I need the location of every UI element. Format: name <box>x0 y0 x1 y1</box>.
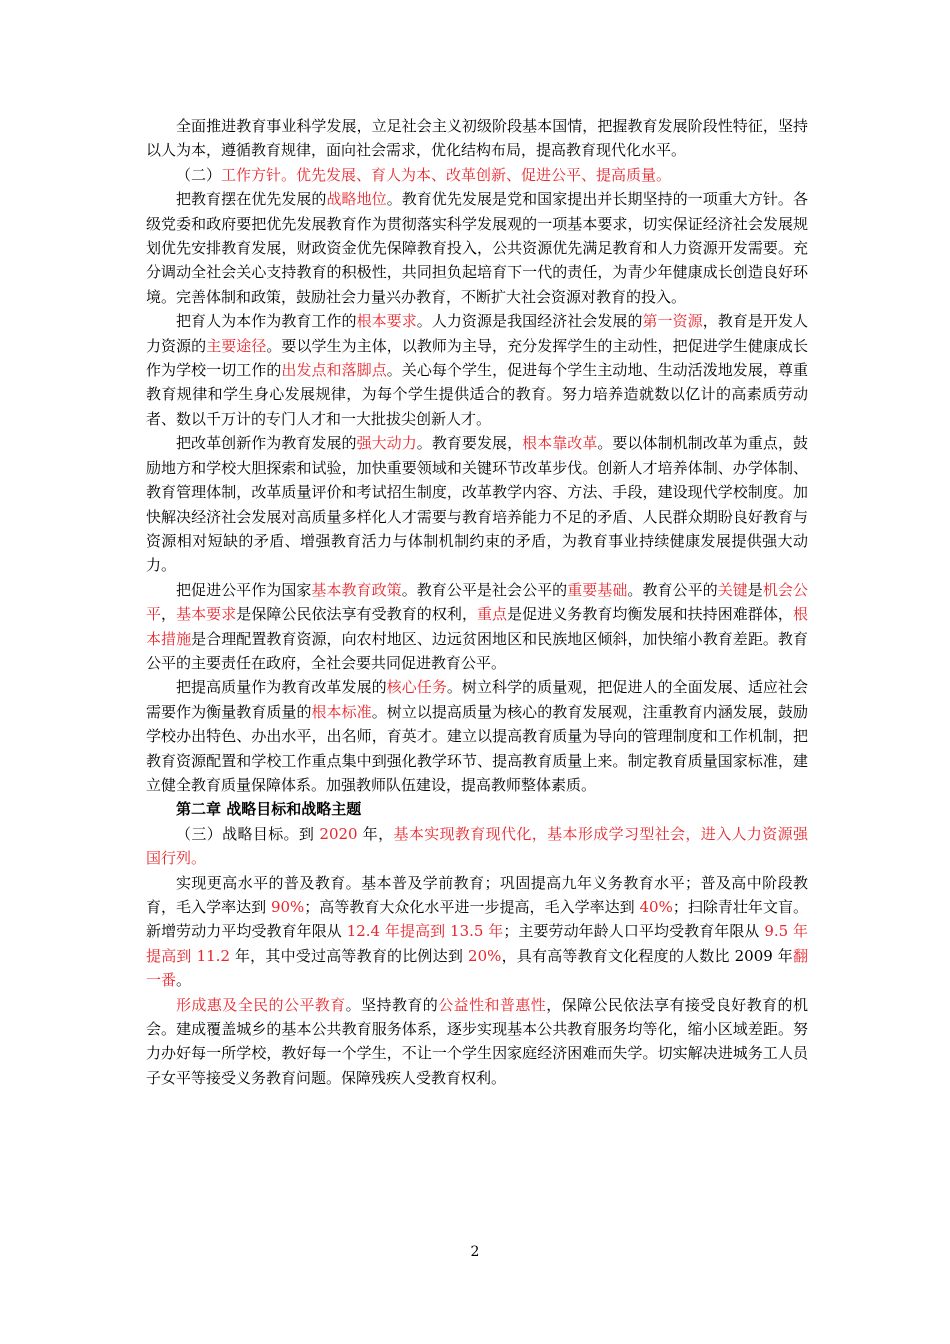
highlighted-text: 核心任务 <box>386 678 447 697</box>
text-run: ；扫除青壮年文盲。新增劳动力平均受教育年限从 <box>146 898 808 941</box>
text-run: 。教育公平的 <box>627 580 718 599</box>
text-run: 。教育优先发展是党和国家提出并长期坚持的一项重大方针。各级党委和政府要把优先发展教育作为贯彻落实科学发展观的一项基本要求，切实保证经济社会发展规划优先安排教育发展，财政资金优先保障教育投入，公共资源优先满足教育和人力资源开发需要。充分调动全社会关心支持教育的积极性，共同担负起培育下一代的责任，为青少年健康成长创造良好环境。完善体制和政策，鼓励社会力量兴办教育，不断扩大社会资源对教育的投入。 <box>146 190 808 306</box>
text-run: 。要以学生为主体，以教师为主导，充分发挥学生的主动性，把促进学生健康成长作为学校一切工作的 <box>146 336 808 380</box>
text-run: ，具有高等教育文化程度的人数比 2009 年 <box>501 946 793 965</box>
highlighted-text: 重要基础 <box>567 580 628 599</box>
highlighted-text: 20% <box>468 946 502 965</box>
highlighted-text: 战略地位 <box>326 190 387 209</box>
highlighted-text: 形成惠及全民的公平教育 <box>176 995 346 1014</box>
text-run: 。树立以提高质量为核心的教育发展观，注重教育内涵发展，鼓励学校办出特色、办出水平，出名师，育英才。建立以提高教育质量为导向的管理制度和工作机制，把教育资源配置和学校工作重点集中到强化教学环节、提高教育质量上来。制定教育质量国家标准，建立健全教育质量保障体系。加强教师队伍建设，提高教师整体素质。 <box>146 702 808 794</box>
text-run: 。关心每个学生，促进每个学生主动地、生动活泼地发展，尊重教育规律和学生身心发展规律，为每个学生提供适合的教育。努力培养造就数以亿计的高素质劳动者、数以千万计的专门人才和一大批拔尖创新人才。 <box>146 361 808 428</box>
text-run: 是 <box>747 580 763 599</box>
text-run: 年，其中受过高等教育的比例达到 <box>230 946 469 965</box>
text-run: 把育人为本作为教育工作的 <box>176 312 357 331</box>
highlighted-text: 根本靠改革 <box>522 434 598 453</box>
text-run: 把提高质量作为教育改革发展的 <box>176 678 387 697</box>
highlighted-text: 90% <box>270 898 305 916</box>
highlighted-text: 根本措施 <box>146 605 808 648</box>
document-body <box>146 114 808 1090</box>
text-run: ，教育是开发人力资源的 <box>146 312 808 355</box>
highlighted-text: 12.4 年提高到 13.5 年 <box>346 922 504 941</box>
paragraph <box>146 187 808 309</box>
text-run: 。要以体制机制改革为重点，鼓励地方和学校大胆探索和试验，加快重要领域和关键环节改革步伐。创新人才培养体制、办学体制、教育管理体制，改革质量评价和考试招生制度，改革教学内容、方法、手段，建设现代学校制度。加快解决经济社会发展对高质量多样化人才需要与教育培养能力不足的矛盾、人民群众期盼良好教育与资源相对短缺的矛盾、增强教育活力与体制机制约束的矛盾，为教育事业持续健康发展提供强大动力。 <box>146 434 808 575</box>
paragraph <box>146 993 808 1091</box>
paragraph <box>146 309 808 431</box>
text-run: 。树立科学的质量观，把促进人的全面发展、适应社会需要作为衡量教育质量的 <box>146 678 808 721</box>
text-run: 。人力资源是我国经济社会发展的 <box>416 312 643 331</box>
highlighted-text: 强大动力 <box>356 434 417 453</box>
text-run: 。教育要发展， <box>416 434 523 453</box>
text-run: ；高等教育大众化水平进一步提高，毛入学率达到 <box>304 898 640 916</box>
highlighted-text: 工作方针。优先发展、育人为本、改革创新、促进公平、提高质量。 <box>221 165 672 184</box>
highlighted-text: 翻一番 <box>146 946 808 990</box>
highlighted-text: 9.5 年提高到 11.2 <box>146 922 809 965</box>
text-run: （三）战略目标。到 <box>176 824 320 843</box>
text-run: 年， <box>357 824 394 843</box>
paragraph <box>146 675 808 797</box>
text-run: ，保障公民依法享有接受良好教育的机会。建成覆盖城乡的基本公共教育服务体系，逐步实现基本公共教育服务均等化，缩小区域差距。努力办好每一所学校，教好每一个学生，不让一个学生因家庭经济困难而失学。切实解决进城务工人员子女平等接受义务教育问题。保障残疾人受教育权利。 <box>146 995 808 1087</box>
highlighted-text: 基本要求 <box>176 605 237 624</box>
text-run: 把促进公平作为国家 <box>176 580 312 599</box>
highlighted-text: 基本实现教育现代化，基本形成学习型社会，进入人力资源强国行列。 <box>146 824 808 868</box>
text-run: 把教育摆在优先发展的 <box>176 190 327 209</box>
text-run: 是促进义务教育均衡发展和扶持困难群体， <box>507 605 793 624</box>
text-run: 全面推进教育事业科学发展，立足社会主义初级阶段基本国情，把握教育发展阶段性特征，坚持以人为本，遵循教育规律，面向社会需求，优化结构布局，提高教育现代化水平。 <box>146 117 808 160</box>
highlighted-text: 第一资源 <box>642 312 703 331</box>
page-number: 2 <box>470 1244 480 1260</box>
highlighted-text: 基本教育政策 <box>311 580 402 599</box>
text-run: 是合理配置教育资源，向农村地区、边远贫困地区和民族地区倾斜，加快缩小教育差距。教育公平的主要责任在政府，全社会要共同促进教育公平。 <box>146 629 808 672</box>
highlighted-text: 关键 <box>717 580 748 599</box>
text-run: 是保障公民依法享有受教育的权利， <box>236 605 477 624</box>
highlighted-text: 主要途径 <box>206 336 267 355</box>
paragraph <box>146 163 808 187</box>
text-run: ；主要劳动年龄人口平均受教育年限从 <box>503 922 765 941</box>
paragraph <box>146 578 808 676</box>
text-run: 。坚持教育的 <box>345 995 439 1014</box>
text-run: 实现更高水平的普及教育。基本普及学前教育；巩固提高九年义务教育水平；普及高中阶段教育，毛入学率达到 <box>146 873 808 916</box>
text-run: 第二章 战略目标和战略主题 <box>176 800 362 819</box>
highlighted-text: 出发点和落脚点 <box>281 361 387 380</box>
paragraph <box>146 114 808 163</box>
highlighted-text: 根本要求 <box>356 312 417 331</box>
highlighted-text: 机会公平 <box>146 580 808 624</box>
paragraph <box>146 871 808 993</box>
highlighted-text: 公益性和普惠性 <box>438 995 547 1014</box>
paragraph <box>146 431 808 577</box>
paragraph <box>146 822 808 871</box>
text-run: ， <box>161 605 177 624</box>
highlighted-text: 2020 <box>319 824 358 843</box>
highlighted-text: 根本标准 <box>311 702 372 721</box>
text-run: 把改革创新作为教育发展的 <box>176 434 357 453</box>
text-run: 。 <box>176 971 192 990</box>
text-run: 。教育公平是社会公平的 <box>401 580 568 599</box>
text-run: （二） <box>176 165 222 184</box>
chapter-heading <box>146 797 808 821</box>
highlighted-text: 40% <box>639 898 673 916</box>
highlighted-text: 重点 <box>477 605 508 624</box>
